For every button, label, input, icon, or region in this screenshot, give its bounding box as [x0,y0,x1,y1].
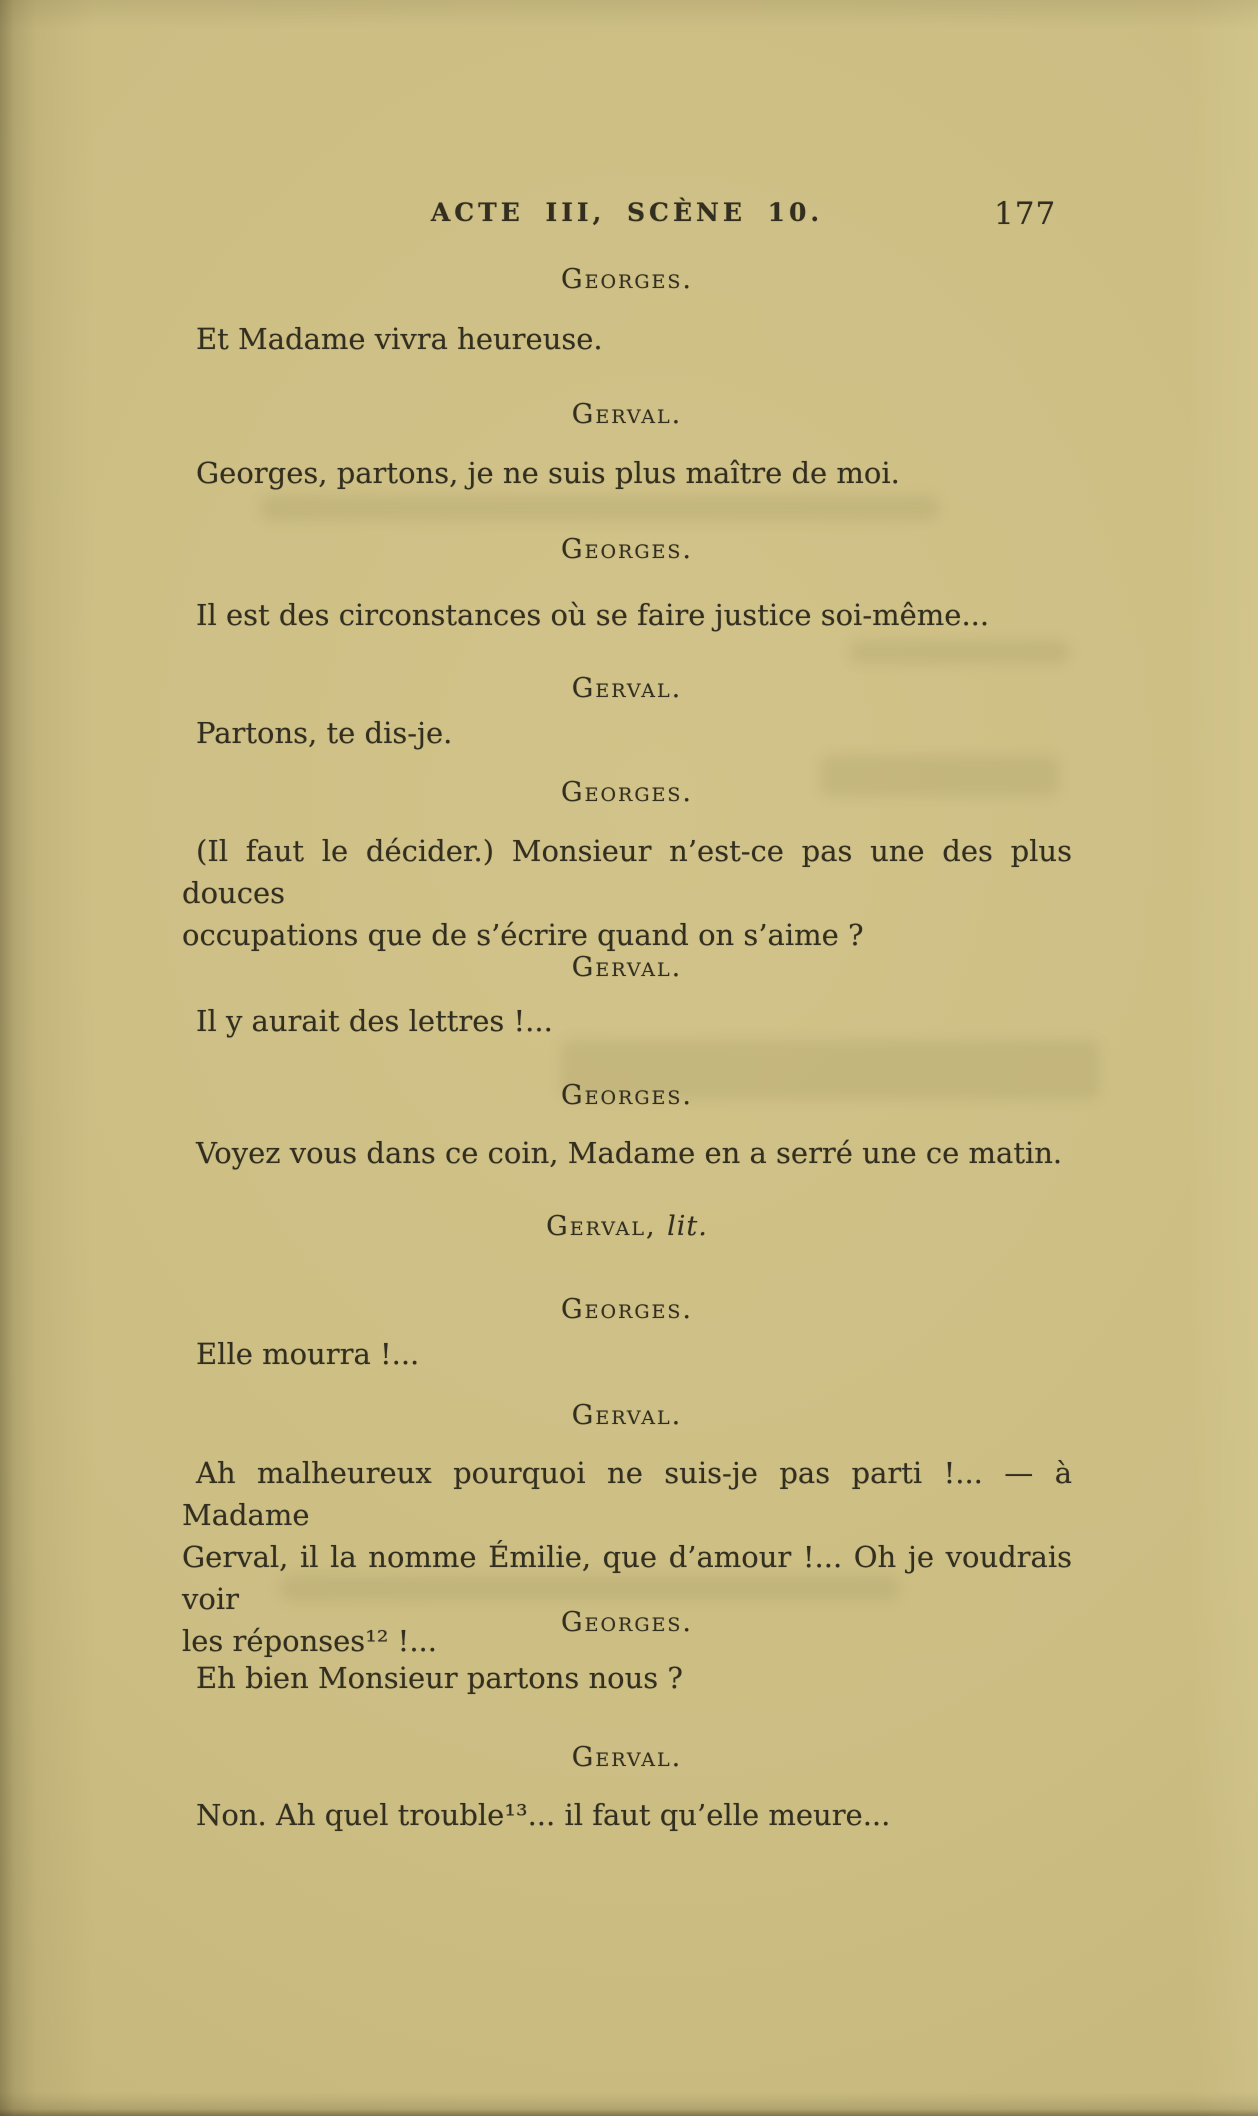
speaker-heading [182,1294,1072,1325]
speaker-heading [182,1400,1072,1431]
dialogue-line: Ah malheureux pourquoi ne suis-je pas parti !... — à Madame [182,1456,1072,1532]
dialogue-line: Non. Ah quel trouble¹³... il faut qu’elle meure... [196,1798,891,1832]
speaker-name: Gerval. [571,1400,683,1431]
stage-direction: lit. [667,1211,708,1242]
dialogue-line: Gerval, il la nomme Émilie, que d’amour !... Oh je voudrais voir [182,1540,1072,1616]
dialogue-line: Eh bien Monsieur partons nous ? [196,1661,683,1695]
speaker-heading-with-direction [182,1211,1072,1242]
bleed-through-mark [260,495,940,521]
dialogue-line: Voyez vous dans ce coin, Madame en a serré une ce matin. [196,1136,1063,1170]
speaker-heading [182,1607,1072,1638]
bleed-through-mark [850,640,1070,664]
speaker-heading [182,1742,1072,1773]
speaker-heading [182,1080,1072,1111]
speaker-name: Georges. [561,1080,693,1111]
speaker-name: Georges. [561,1294,693,1325]
dialogue-line: Il est des circonstances où se faire justice soi-même... [196,598,990,632]
speaker-heading [182,534,1072,565]
speaker-name: Georges. [561,534,693,565]
dialogue-line: Et Madame vivra heureuse. [196,322,603,356]
speaker-name: Georges. [561,264,693,295]
speaker-name: Gerval. [571,952,683,983]
dialogue-line: Partons, te dis-je. [196,716,453,750]
dialogue-paragraph [182,830,1072,956]
speaker-name: Gerval. [571,673,683,704]
speaker-heading [182,777,1072,808]
speaker-name: Gerval, [546,1211,657,1242]
dialogue-line: (Il faut le décider.) Monsieur n’est-ce pas une des plus douces [182,834,1072,910]
dialogue-line: Il y aurait des lettres !... [196,1004,553,1038]
speaker-heading [182,264,1072,295]
page-number: 177 [994,196,1057,232]
speaker-heading [182,399,1072,430]
dialogue-line: Elle mourra !... [196,1337,420,1371]
dialogue-line: occupations que de s’écrire quand on s’aime ? [182,918,864,952]
speaker-name: Gerval. [571,1742,683,1773]
speaker-heading [182,952,1072,983]
dialogue-line: les réponses¹² !... [182,1624,437,1658]
speaker-name: Gerval. [571,399,683,430]
speaker-heading [182,673,1072,704]
speaker-name: Georges. [561,777,693,808]
running-head-title: ACTE III, SCÈNE 10. [430,198,824,227]
speaker-name: Georges. [561,1607,693,1638]
dialogue-line: Georges, partons, je ne suis plus maître de moi. [196,456,900,490]
